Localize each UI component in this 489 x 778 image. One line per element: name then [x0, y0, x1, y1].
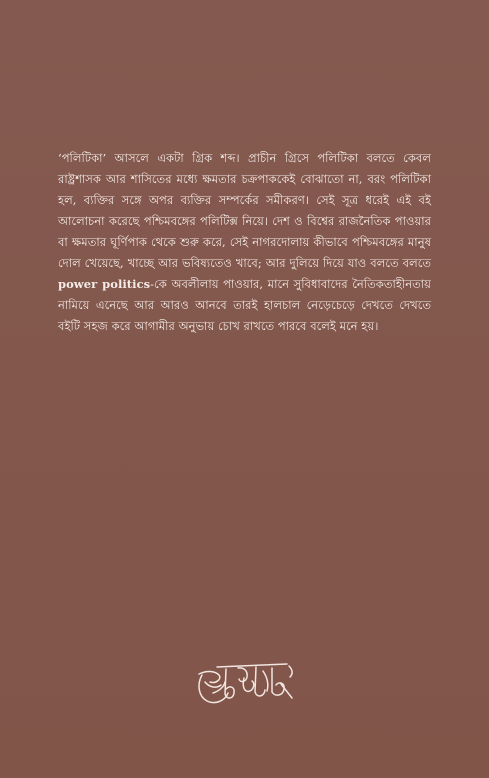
- blurb-highlight-power-politics: power politics: [58, 277, 151, 291]
- blurb-text-start: ‘পলিটিকা’ আসলে একটা গ্রিক শব্দ। প্রাচীন গ্রিসে পলিটিকা বলতে কেবল রাষ্ট্রশাসক আর শাসিতের মধ্যে ক্ষমতার চক্রপাককেই বোঝাতো না, বরং পলিটিকা হল, ব্যক্তির সঙ্গে অপর ব্যক্তির সম্পর্কের সমীকরণ। সেই সূত্র ধরেই এই বই আলোচনা করেছে পশ্চিমবঙ্গের পলিটিক্স নিয়ে। দেশ ও বিশ্বের রাজনৈতিক পাওয়ার বা ক্ষমতার ঘূর্ণিপাক থেকে শুরু করে, সেই নাগরদোলায় কীভাবে পশ্চিমবঙ্গের মানুষ দোল খেয়েছে, খাচ্ছে আর ভবিষ্যতেও খাবে; আর দুলিয়ে দিয়ে যাও বলতে বলতে: [58, 151, 431, 270]
- blurb-paragraph: [58, 148, 431, 337]
- blurb-text-end: -কে অবলীলায় পাওয়ার, মানে সুবিধাবাদের নৈতিকতাহীনতায় নামিয়ে এনেছে আর আরও আনবে তারই হালচাল নেড়েচেড়ে দেখতে দেখতে বইটি সহজ করে আগামীর অনুভায় চোখ রাখতে পারবে বলেই মনে হয়।: [58, 277, 431, 333]
- publisher-logo: [193, 658, 299, 708]
- publisher-logo-calligraphy: [193, 658, 299, 708]
